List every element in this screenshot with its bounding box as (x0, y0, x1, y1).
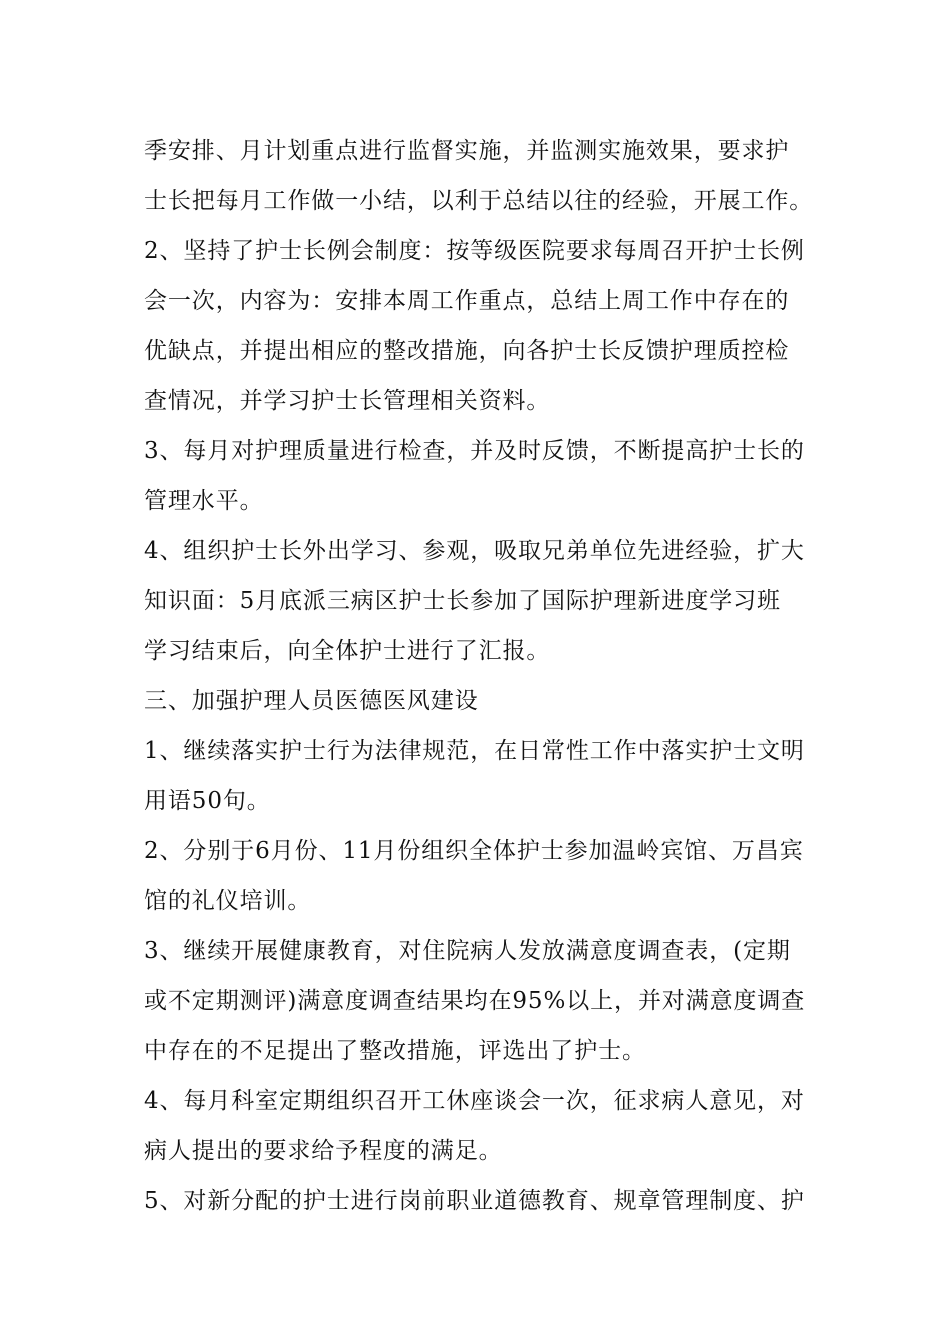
text-line: 1、继续落实护士行为法律规范，在日常性工作中落实护士文明 (144, 738, 805, 764)
text-line: 2、分别于6月份、11月份组织全体护士参加温岭宾馆、万昌宾 (144, 838, 804, 864)
text-line: 4、每月科室定期组织召开工休座谈会一次，征求病人意见，对 (144, 1088, 805, 1114)
section-heading: 三、加强护理人员医德医风建设 (144, 688, 479, 714)
text-line: 用语50句。 (144, 788, 271, 814)
text-line: 馆的礼仪培训。 (144, 888, 312, 914)
text-line: 3、每月对护理质量进行检查，并及时反馈，不断提高护士长的 (144, 438, 805, 464)
document-body (144, 126, 814, 1226)
text-line: 优缺点，并提出相应的整改措施，向各护士长反馈护理质控检 (144, 338, 790, 364)
text-line: 5、对新分配的护士进行岗前职业道德教育、规章管理制度、护 (144, 1188, 805, 1214)
text-line: 4、组织护士长外出学习、参观，吸取兄弟单位先进经验，扩大 (144, 538, 805, 564)
text-line: 查情况，并学习护士长管理相关资料。 (144, 388, 551, 414)
text-line: 3、继续开展健康教育，对住院病人发放满意度调查表，(定期 (144, 938, 791, 964)
text-line: 士长把每月工作做一小结，以利于总结以往的经验，开展工作。 (144, 188, 814, 214)
text-line: 或不定期测评)满意度调查结果均在95%以上，并对满意度调查 (144, 988, 806, 1014)
text-line: 管理水平。 (144, 488, 264, 514)
text-line: 学习结束后，向全体护士进行了汇报。 (144, 638, 551, 664)
text-line: 病人提出的要求给予程度的满足。 (144, 1138, 503, 1164)
text-line: 知识面：5月底派三病区护士长参加了国际护理新进度学习班 (144, 588, 781, 614)
text-line: 季安排、月计划重点进行监督实施，并监测实施效果，要求护 (144, 138, 790, 164)
text-line: 2、坚持了护士长例会制度：按等级医院要求每周召开护士长例 (144, 238, 805, 264)
text-line: 会一次，内容为：安排本周工作重点，总结上周工作中存在的 (144, 288, 790, 314)
text-line: 中存在的不足提出了整改措施，评选出了护士。 (144, 1038, 646, 1064)
